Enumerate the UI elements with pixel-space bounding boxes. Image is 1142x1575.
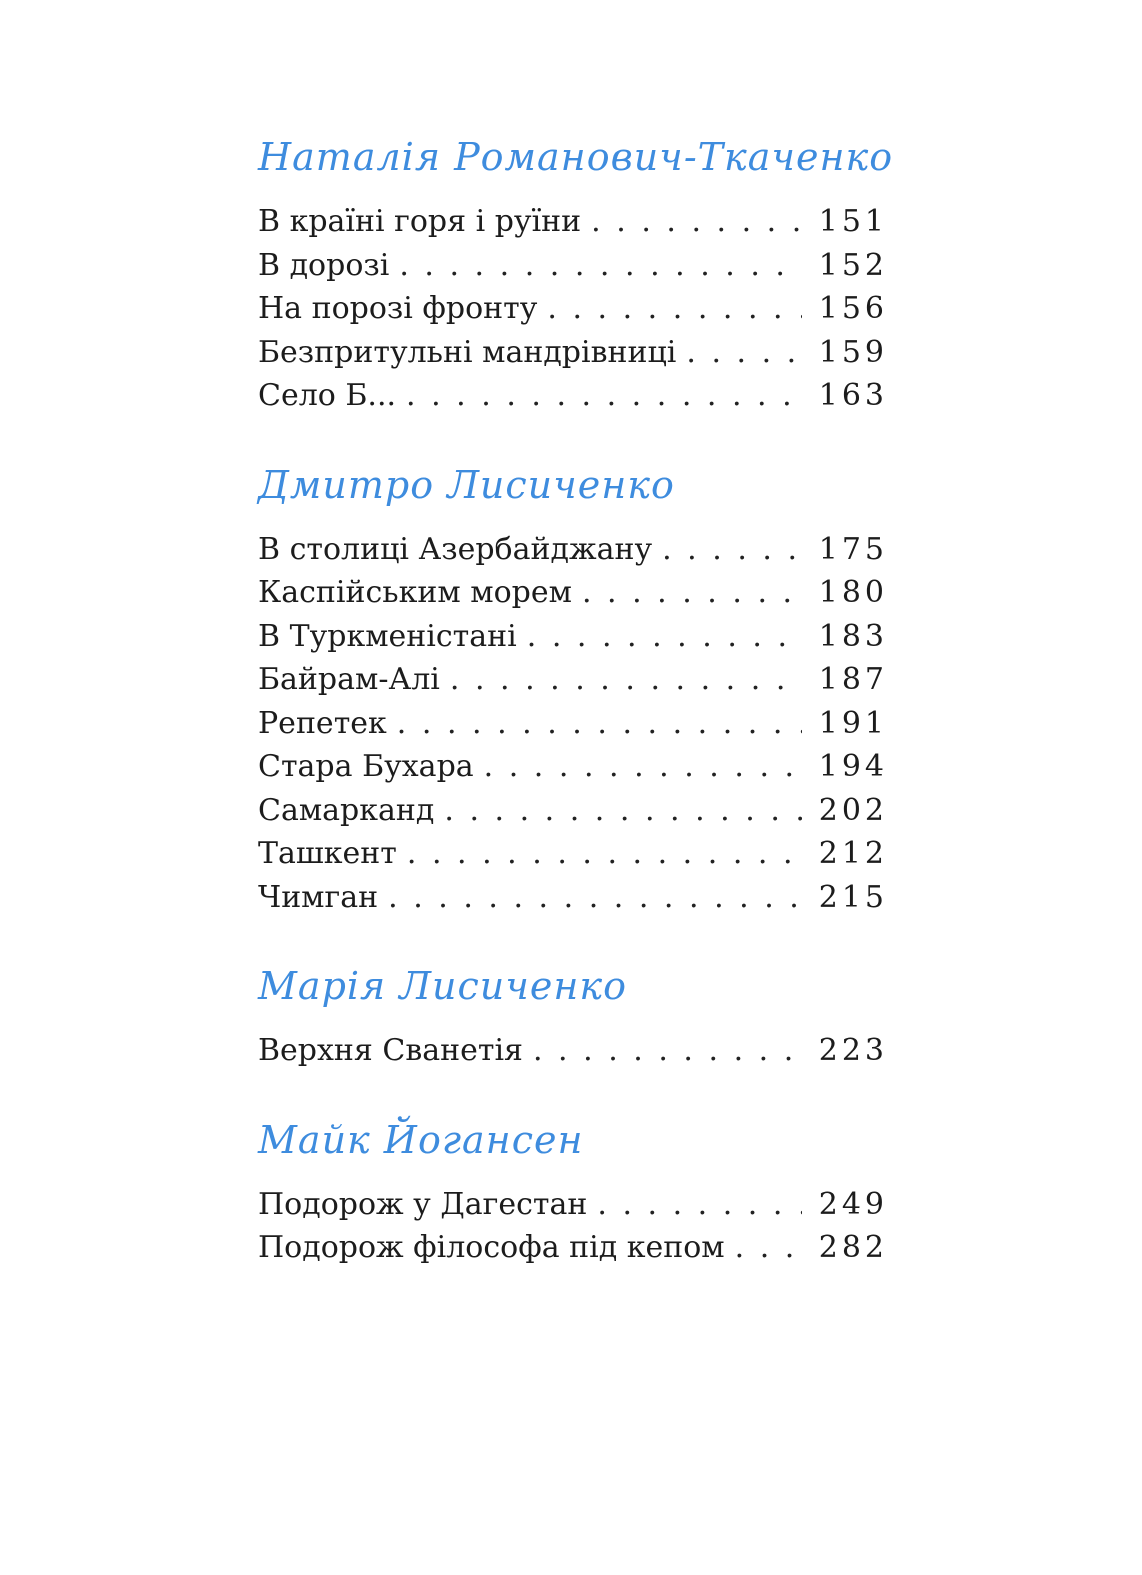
toc-section (258, 126, 894, 418)
entry-title: В Туркменістані (258, 618, 517, 654)
toc-section (258, 955, 888, 1073)
toc-entry-row (258, 876, 888, 920)
entry-title: Подорож філософа під кепом (258, 1230, 725, 1265)
author-heading: Майк Йогансен (258, 1117, 584, 1162)
toc (258, 126, 894, 1306)
toc-entry-row (258, 244, 888, 288)
dot-leader (406, 374, 802, 418)
toc-entry-row (258, 702, 888, 746)
dot-leader (444, 789, 802, 833)
entry-page-number: 163 (818, 378, 888, 413)
entry-title: Село Б... (258, 378, 397, 413)
dot-leader (397, 702, 802, 746)
entry-title: Ташкент (258, 836, 397, 871)
dot-leader (533, 1029, 802, 1073)
entry-page-number: 180 (818, 575, 888, 610)
toc-entry-row (258, 331, 888, 375)
entry-title: Чимган (258, 879, 379, 915)
entry-list (258, 528, 888, 920)
toc-entry-row (258, 745, 888, 789)
entry-page-number: 183 (818, 618, 888, 654)
toc-entry-row (258, 1226, 888, 1270)
toc-entry-row (258, 1029, 888, 1073)
toc-entry-row (258, 200, 888, 244)
entry-page-number: 187 (818, 662, 888, 697)
entry-title: Байрам-Алі (258, 662, 440, 697)
author-heading: Марія Лисиченко (258, 964, 627, 1008)
dot-leader (527, 615, 802, 659)
entry-page-number: 194 (818, 749, 888, 784)
entry-list (258, 200, 888, 418)
entry-title: Репетек (258, 705, 387, 741)
entry-title: Каспійським морем (258, 575, 572, 610)
entry-page-number: 215 (818, 879, 888, 915)
toc-section (258, 454, 888, 920)
entry-page-number: 282 (818, 1230, 888, 1265)
dot-leader (662, 528, 802, 572)
entry-list (258, 1029, 888, 1073)
entry-title: Безпритульні мандрівниці (258, 334, 677, 370)
toc-entry-row (258, 528, 888, 572)
dot-leader (591, 200, 802, 244)
entry-title: В країні горя і руїни (258, 204, 582, 239)
entry-page-number: 151 (818, 204, 888, 239)
toc-entry-row (258, 615, 888, 659)
entry-page-number: 249 (818, 1186, 888, 1222)
toc-entry-row (258, 287, 888, 331)
entry-list (258, 1183, 888, 1270)
entry-title: На порозі фронту (258, 291, 538, 326)
entry-page-number: 212 (818, 836, 888, 871)
dot-leader (547, 287, 802, 331)
toc-entry-row (258, 1183, 888, 1227)
dot-leader (388, 876, 802, 920)
entry-page-number: 191 (818, 705, 888, 741)
entry-title: Стара Бухара (258, 749, 474, 784)
toc-entry-row (258, 658, 888, 702)
entry-title: В столиці Азербайджану (258, 531, 653, 567)
author-heading: Наталія Романович-Ткаченко (258, 135, 894, 179)
toc-section (258, 1109, 888, 1270)
dot-leader (735, 1226, 802, 1270)
dot-leader (582, 571, 802, 615)
toc-entry-row (258, 374, 888, 418)
entry-page-number: 156 (818, 291, 888, 326)
entry-title: Подорож у Дагестан (258, 1186, 588, 1222)
entry-page-number: 152 (818, 247, 888, 283)
entry-page-number: 159 (818, 334, 888, 370)
entry-title: Верхня Сванетія (258, 1033, 523, 1068)
toc-entry-row (258, 832, 888, 876)
author-heading: Дмитро Лисиченко (258, 462, 675, 507)
dot-leader (407, 832, 802, 876)
entry-title: Самарканд (258, 792, 435, 828)
entry-page-number: 223 (818, 1033, 888, 1068)
toc-entry-row (258, 789, 888, 833)
entry-page-number: 202 (818, 792, 888, 828)
entry-title: В дорозі (258, 247, 390, 283)
dot-leader (597, 1183, 802, 1227)
toc-entry-row (258, 571, 888, 615)
entry-page-number: 175 (818, 531, 888, 567)
dot-leader (686, 331, 802, 375)
dot-leader (484, 745, 802, 789)
dot-leader (450, 658, 802, 702)
dot-leader (399, 244, 802, 288)
